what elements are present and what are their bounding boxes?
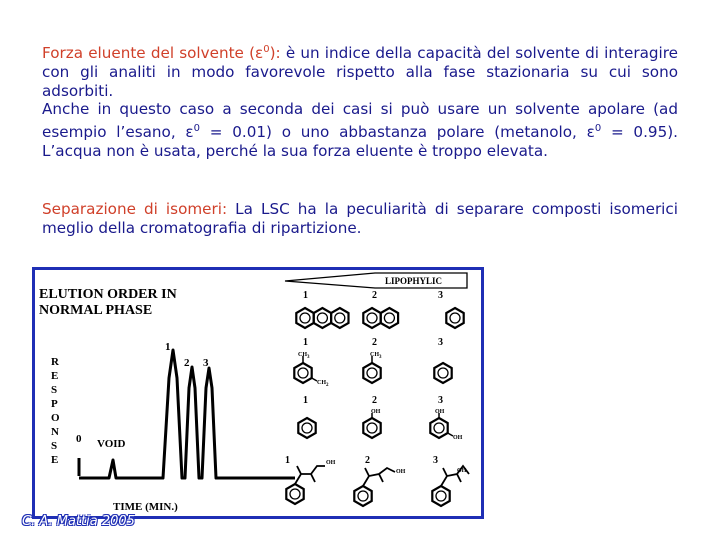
svg-text:CH3: $CH_3$ [370,352,382,360]
svg-text:2: 2 [372,395,377,406]
svg-text:OH: OH [326,460,336,466]
term-eluent-strength: Forza eluente del solvente $(\varepsilon^0)$: [42,44,281,63]
svg-text:2: 2 [372,337,377,348]
svg-text:3: 3 [438,337,443,348]
paragraph-solvent-choice: Anche in questo caso a seconda dei casi si può usare un solvente apolare (ad esempio l’esano, $\varepsilon^0 = 0.01$) o uno abbastanza polare (metanolo, $\varepsilon^0 = 0.95$). L’acqua non è usata, perché la sua forza eluente è troppo elevata. [42,100,678,161]
structure-row-4 [285,455,469,506]
svg-text:OH: OH [396,469,406,475]
svg-text:CH3: $CH_3$ [298,352,310,360]
chromatogram-trace [79,350,295,478]
peak-label-2: 2 [184,357,190,369]
svg-text:CH2: $CH_2$ [317,380,329,388]
paragraph-isomer-separation [42,200,678,238]
svg-text:1: 1 [285,455,290,466]
svg-text:1: 1 [303,337,308,348]
svg-text:3: 3 [433,455,438,466]
time-axis-label: TIME (MIN.) [113,501,178,513]
figure-title-line2: NORMAL PHASE [39,303,153,318]
term-isomer-separation: Separazione di isomeri: [42,200,228,218]
structure-row-1 [296,290,463,328]
elution-order-diagram [35,270,481,516]
svg-text:S: S [51,440,58,452]
response-axis-label [51,356,60,466]
structure-row-3 [298,395,462,441]
svg-text:3: 3 [438,290,443,301]
svg-text:OH: OH [371,409,381,415]
svg-text:OH: OH [435,409,445,415]
svg-text:O: O [51,412,60,424]
svg-text:OH: OH [457,468,467,474]
svg-text:N: N [51,426,59,438]
svg-text:2: 2 [372,290,377,301]
peak-label-1: 1 [165,341,171,353]
isomer-separation-definition: La LSC ha la peculiarità di separare composti isomerici meglio della cromatografia di ripartizione. [42,200,678,237]
svg-text:1: 1 [303,290,308,301]
svg-text:OH: OH [453,435,463,441]
svg-text:2: 2 [365,455,370,466]
svg-text:1: 1 [303,395,308,406]
svg-text:S: S [51,384,58,396]
paragraph-eluent-strength [42,40,678,101]
void-label: VOID [97,438,126,450]
structure-row-2 [294,337,451,388]
y-zero-label: 0 [76,433,82,445]
lipophylic-arrow [285,273,467,288]
svg-text:E: E [51,370,59,382]
author-credit: C. A. Mattia 2005 [22,514,135,529]
svg-text:P: P [51,398,58,410]
lipophylic-label: LIPOPHYLIC [385,276,443,286]
elution-order-figure [32,267,484,519]
svg-text:3: 3 [438,395,443,406]
eluent-strength-definition: è un indice della capacità del solvente di interagire con gli analiti in modo favorevole rispetto alla fase stazionaria su cui sono adsorbiti. [42,44,678,101]
figure-title-line1: ELUTION ORDER IN [39,287,177,302]
peak-label-3: 3 [203,357,209,369]
svg-text:R: R [51,356,59,368]
svg-text:E: E [51,454,59,466]
